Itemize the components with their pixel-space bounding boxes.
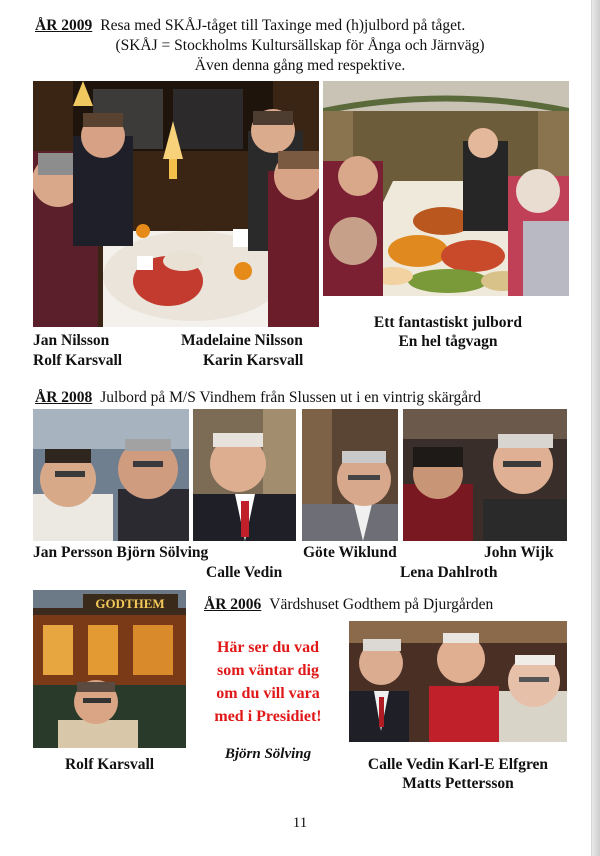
message-line-1: Här ser du vad bbox=[216, 639, 320, 656]
caption-jan-nilsson: Jan Nilsson bbox=[33, 332, 110, 349]
caption-gote-wiklund: Göte Wiklund bbox=[303, 544, 397, 561]
invitation-message bbox=[193, 636, 343, 728]
heading-2008 bbox=[35, 389, 481, 407]
caption-rolf-karsvall-2006: Rolf Karsvall bbox=[64, 756, 155, 773]
photo-godthem-rolf-karsvall bbox=[33, 590, 186, 748]
photo-train-julbord bbox=[323, 81, 569, 296]
page-number: 11 bbox=[292, 815, 308, 831]
photo-jan-persson-bjorn-solving bbox=[33, 409, 189, 541]
photo-calle-vedin bbox=[193, 409, 296, 541]
year-label-2006: ÅR 2006 bbox=[204, 596, 262, 613]
caption-calle-karl-e: Calle Vedin Karl-E Elfgren bbox=[367, 756, 549, 773]
heading-2009-text: Resa med SKÅJ-tåget till Taxinge med (h)julbord på tåget. bbox=[100, 17, 466, 34]
heading-2009-line3: Även denna gång med respektive. bbox=[194, 57, 406, 74]
message-line-4: med i Presidiet! bbox=[214, 708, 322, 725]
godthem-sign-text: GODTHEM bbox=[95, 596, 165, 611]
caption-julbord-line1: Ett fantastiskt julbord bbox=[373, 314, 523, 331]
caption-rolf-karsvall-2009: Rolf Karsvall bbox=[33, 352, 123, 369]
photo-train-dining-table bbox=[33, 81, 319, 327]
heading-2006-text: Värdshuset Godthem på Djurgården bbox=[269, 596, 494, 613]
caption-julbord-line2: En hel tågvagn bbox=[398, 333, 498, 350]
heading-2008-text: Julbord på M/S Vindhem från Slussen ut i en vintrig skärgård bbox=[100, 389, 482, 406]
caption-matts-pettersson: Matts Pettersson bbox=[402, 775, 514, 792]
year-label-2008: ÅR 2008 bbox=[35, 389, 93, 406]
caption-john-wijk: John Wijk bbox=[484, 544, 554, 561]
heading-2009-line2: (SKÅJ = Stockholms Kultursällskap för Ånga och Järnväg) bbox=[115, 37, 485, 54]
signature-bjorn-solving: Björn Sölving bbox=[224, 746, 312, 762]
caption-jan-persson-bjorn-solving: Jan Persson Björn Sölving bbox=[33, 544, 209, 561]
caption-lena-dahlroth: Lena Dahlroth bbox=[400, 564, 498, 581]
photo-gote-wiklund bbox=[302, 409, 398, 541]
heading-2006 bbox=[204, 596, 493, 614]
message-line-2: som väntar dig bbox=[217, 662, 319, 679]
photo-lena-dahlroth-john-wijk bbox=[403, 409, 567, 541]
message-line-3: om du vill vara bbox=[216, 685, 320, 702]
photo-calle-karl-matts bbox=[349, 621, 567, 742]
caption-madelaine-nilsson: Madelaine Nilsson bbox=[181, 332, 303, 349]
heading-2009 bbox=[35, 17, 465, 35]
caption-calle-vedin-2008: Calle Vedin bbox=[206, 564, 283, 581]
caption-karin-karsvall: Karin Karsvall bbox=[203, 352, 304, 369]
page-edge-shadow bbox=[591, 0, 600, 856]
year-label-2009: ÅR 2009 bbox=[35, 17, 93, 34]
